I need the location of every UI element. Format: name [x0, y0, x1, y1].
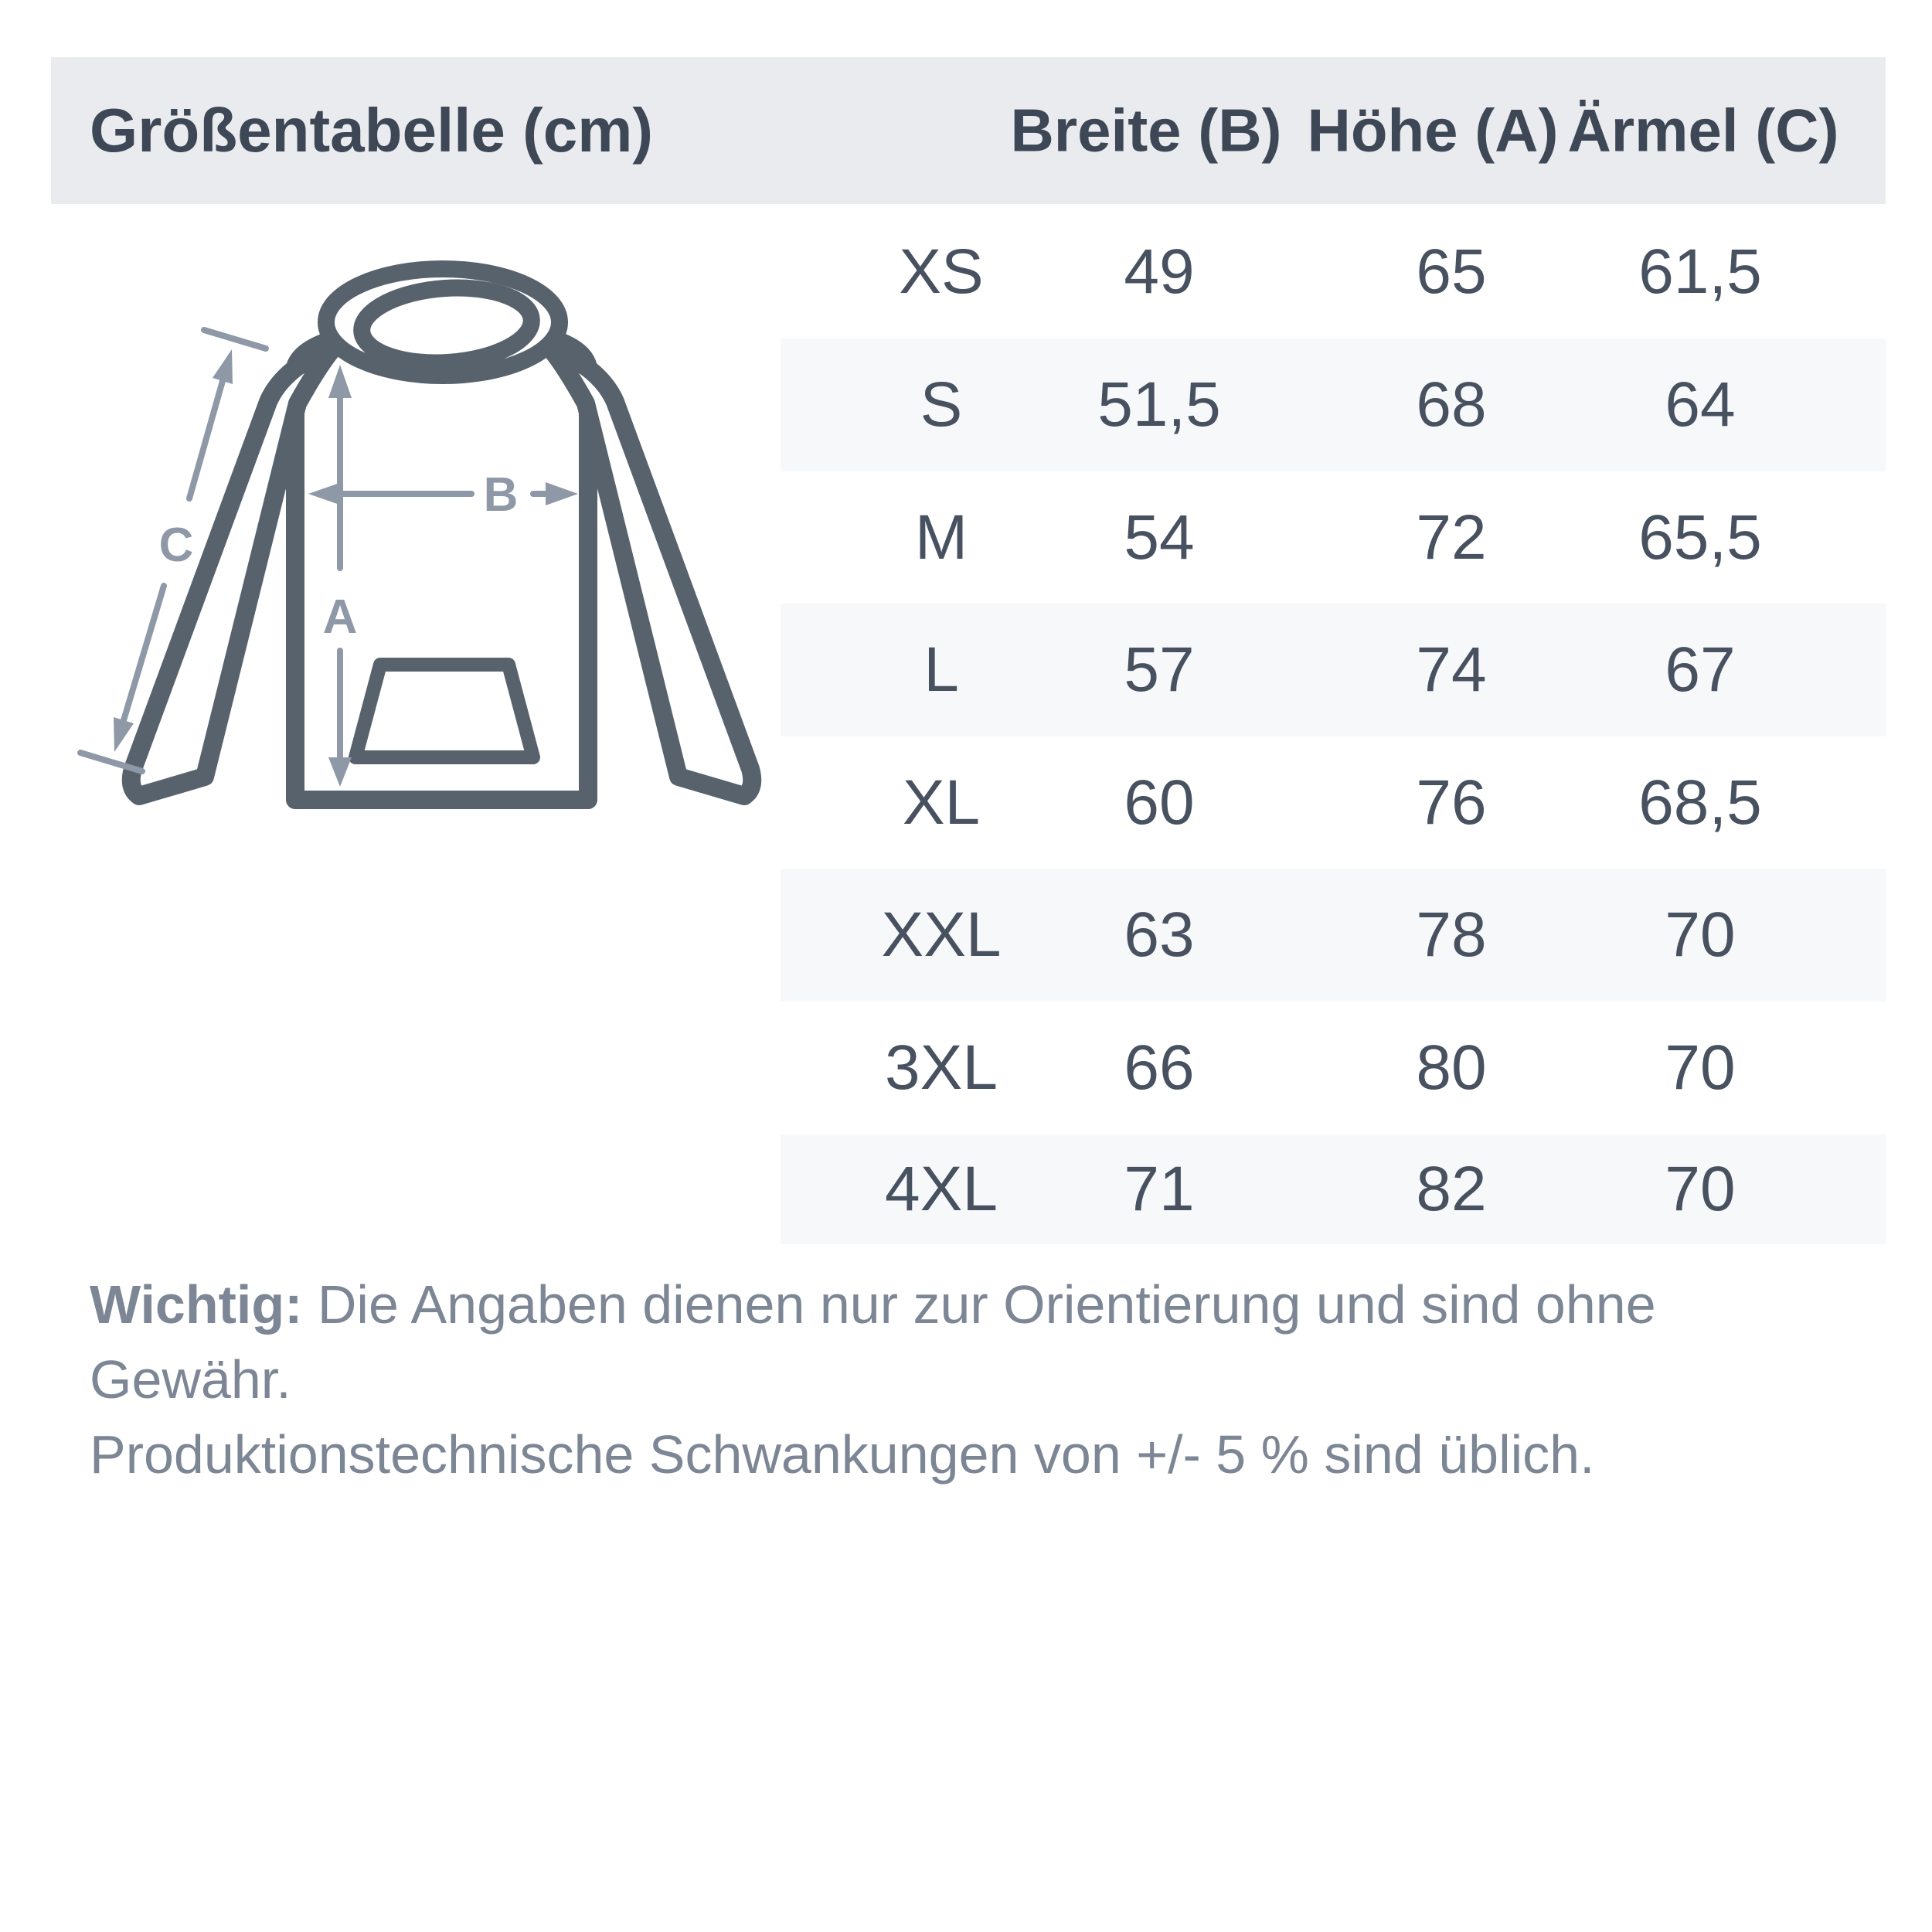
cell-aermel: 64	[1665, 369, 1736, 440]
footer-note-line1	[90, 1274, 1656, 1410]
cell-aermel: 68,5	[1638, 767, 1762, 838]
footer-line2-text: Produktionstechnische Schwankungen von +/- 5 % sind üblich.	[90, 1424, 1595, 1485]
column-header-breite: Breite (B)	[1010, 96, 1282, 165]
cell-size: L	[923, 634, 959, 705]
cell-aermel: 70	[1665, 1154, 1736, 1224]
cell-hoehe: 65	[1416, 236, 1487, 307]
hoodie-measurement-diagram	[46, 216, 819, 835]
cell-aermel: 61,5	[1638, 236, 1762, 307]
table-header-bar	[51, 57, 1886, 204]
page-title: Größentabelle (cm)	[90, 96, 654, 165]
table-row	[781, 869, 1886, 1002]
cell-size: 4XL	[885, 1154, 998, 1224]
footer-bold-prefix: Wichtig:	[90, 1274, 303, 1335]
dimension-c-label: C	[158, 519, 194, 572]
table-row	[781, 1002, 1886, 1134]
dimension-b-label: B	[483, 468, 519, 522]
cell-hoehe: 80	[1416, 1032, 1487, 1103]
cell-size: 3XL	[885, 1032, 998, 1103]
table-row	[781, 1134, 1886, 1244]
table-row	[781, 604, 1886, 736]
cell-breite: 60	[1124, 767, 1195, 838]
cell-size: XXL	[881, 900, 1002, 970]
size-table	[781, 206, 1886, 1244]
cell-hoehe: 72	[1416, 502, 1487, 573]
cell-aermel: 70	[1665, 900, 1736, 970]
cell-hoehe: 82	[1416, 1154, 1487, 1224]
cell-hoehe: 68	[1416, 369, 1487, 440]
kangaroo-pocket	[355, 665, 533, 757]
cell-aermel: 70	[1665, 1032, 1736, 1103]
cell-breite: 57	[1124, 634, 1195, 705]
cell-aermel: 65,5	[1638, 502, 1762, 573]
cell-size: XS	[899, 236, 984, 307]
cell-breite: 51,5	[1097, 369, 1221, 440]
column-header-aermel: Ärmel (C)	[1567, 96, 1839, 165]
cell-breite: 71	[1124, 1154, 1195, 1224]
cell-hoehe: 78	[1416, 900, 1487, 970]
cell-hoehe: 76	[1416, 767, 1487, 838]
column-header-hoehe: Höhe (A)	[1307, 96, 1559, 165]
table-row	[781, 471, 1886, 604]
cell-hoehe: 74	[1416, 634, 1487, 705]
footer-line1-text: Die Angaben dienen nur zur Orientierung und sind ohne Gewähr.	[90, 1274, 1656, 1410]
cell-breite: 63	[1124, 900, 1195, 970]
table-row	[781, 338, 1886, 471]
hood-collar-ring	[359, 282, 534, 368]
table-row	[781, 736, 1886, 869]
cell-size: S	[920, 369, 963, 440]
cell-breite: 54	[1124, 502, 1195, 573]
table-row	[781, 206, 1886, 338]
cell-breite: 66	[1124, 1032, 1195, 1103]
cell-size: XL	[902, 767, 981, 838]
cell-aermel: 67	[1665, 634, 1736, 705]
cell-size: M	[914, 502, 968, 573]
footer-note	[90, 1267, 1852, 1492]
cell-breite: 49	[1124, 236, 1195, 307]
dimension-a-label: A	[322, 590, 358, 644]
